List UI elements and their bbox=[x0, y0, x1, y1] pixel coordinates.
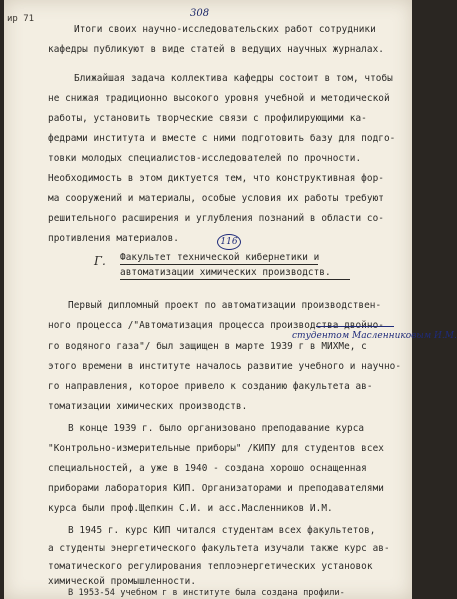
text-line: томатического регулирования теплоэнергетических установок bbox=[48, 561, 373, 572]
text-line: Ближайшая задача коллектива кафедры состоит в том, чтобы bbox=[74, 73, 393, 84]
text-line: этого времени в институте началось развитие учебного и научно- bbox=[48, 361, 402, 372]
text-line: Итоги своих научно-исследовательских работ сотрудники bbox=[74, 24, 376, 35]
text-line: решительного расширения и углубления познаний в области со- bbox=[48, 213, 384, 224]
edge-mark: ир 71 bbox=[7, 14, 35, 24]
circled-page-mark: 116 bbox=[217, 234, 241, 250]
text-line: В конце 1939 г. было организовано преподавание курса bbox=[68, 423, 365, 434]
handwritten-insert: студентом Масленниковым И.М. bbox=[292, 331, 457, 341]
text-line: кафедры публикуют в виде статей в ведущих научных журналах. bbox=[48, 44, 384, 55]
text-line: Необходимость в этом диктуется тем, что конструктивная фор- bbox=[48, 173, 384, 184]
text-line: курса были проф.Щепкин С.И. и асс.Масленников И.М. bbox=[48, 503, 333, 514]
text-line: товки молодых специалистов-исследователей по прочности. bbox=[48, 153, 362, 164]
heading-underline bbox=[120, 264, 318, 265]
text-line: а студенты энергетического факультета изучали также курс ав- bbox=[48, 543, 390, 554]
text-line: противления материалов. bbox=[48, 233, 179, 244]
document-page bbox=[4, 0, 457, 599]
heading-underline bbox=[120, 279, 350, 280]
strikethrough-line bbox=[316, 326, 394, 327]
text-line: работы, установить творческие связи с профилирующими ка- bbox=[48, 113, 367, 124]
text-line: го направления, которое привело к созданию факультета ав- bbox=[48, 381, 373, 392]
heading-mark: Г. bbox=[94, 254, 106, 268]
page-number: 308 bbox=[190, 8, 210, 19]
text-line: томатизации химических производств. bbox=[48, 401, 248, 412]
text-line: В 1953-54 учебном г в институте была создана профили- bbox=[68, 588, 345, 598]
text-line: ного процесса /"Автоматизация процесса производства двойно- bbox=[48, 320, 384, 331]
text-line: не снижая традиционно высокого уровня учебной и методической bbox=[48, 93, 390, 104]
text-line: "Контрольно-измерительные приборы" /КИПУ для студентов всех bbox=[48, 443, 384, 454]
section-heading-line: Факультет технической кибернетики и bbox=[120, 252, 320, 263]
text-line: Первый дипломный проект по автоматизации производствен- bbox=[68, 300, 382, 311]
section-heading-line: автоматизации химических производств. bbox=[120, 267, 331, 278]
text-line: ма сооружений и материалы, особые условия их работы требуют bbox=[48, 193, 384, 204]
text-line: го водяного газа"/ был защищен в марте 1939 г в МИХМе, с bbox=[48, 341, 367, 352]
text-line: приборами лаборатория КИП. Организаторами и преподавателями bbox=[48, 483, 384, 494]
text-line: федрами института и вместе с ними подготовить базу для подго- bbox=[48, 133, 396, 144]
text-line: химической промышленности. bbox=[48, 576, 197, 587]
text-line: В 1945 г. курс КИП читался студентам всех факультетов, bbox=[68, 525, 376, 536]
text-line: специальностей, а уже в 1940 - создана хорошо оснащенная bbox=[48, 463, 367, 474]
